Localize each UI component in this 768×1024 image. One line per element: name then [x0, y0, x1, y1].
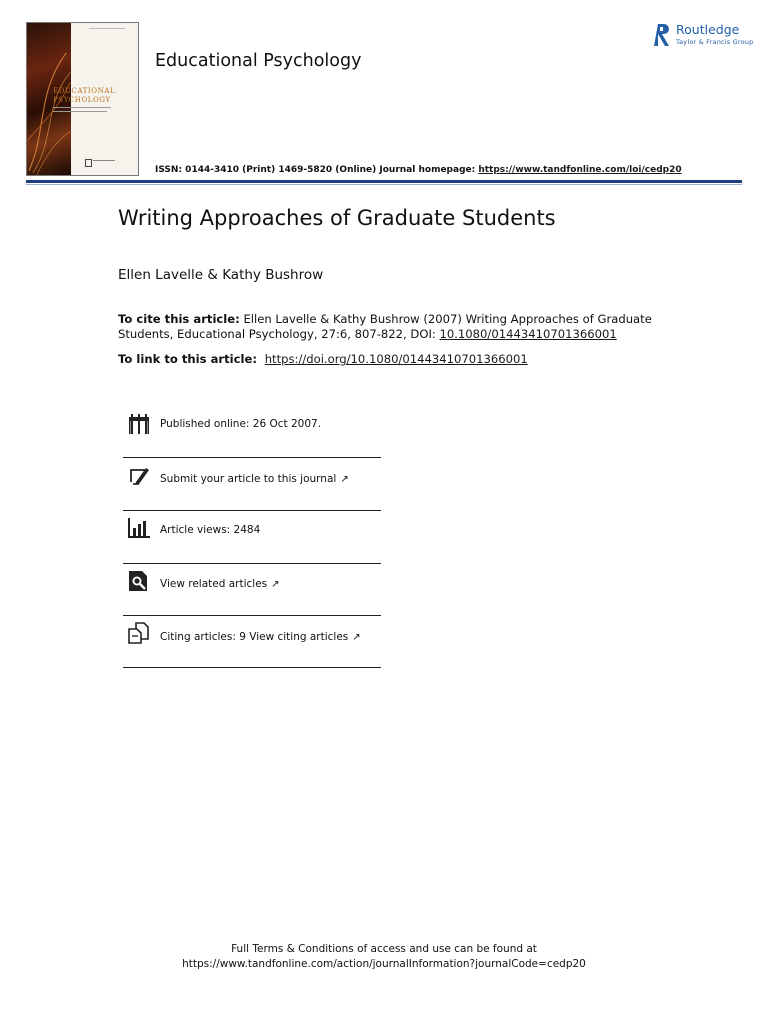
article-doi-link[interactable]: https://doi.org/10.1080/01443410701366001: [264, 352, 528, 366]
cite-label: To cite this article:: [118, 312, 240, 326]
submit-article-link[interactable]: [160, 473, 349, 485]
meta-divider: [123, 563, 381, 564]
cover-publisher-mark: [85, 159, 92, 167]
cover-subtitle-line: [53, 111, 107, 112]
article-title: Writing Approaches of Graduate Students: [118, 206, 556, 230]
article-link-block: [118, 352, 528, 366]
published-row: [123, 410, 381, 462]
publisher-tagline: Taylor & Francis Group: [676, 38, 754, 46]
link-label: To link to this article:: [118, 352, 262, 366]
cover-title-line2: PSYCHOLOGY: [53, 96, 111, 104]
meta-divider: [123, 615, 381, 616]
journal-cover-image: [26, 22, 139, 176]
footer-terms-line: Full Terms & Conditions of access and use can be found at: [231, 943, 537, 955]
publisher-name: Routledge: [676, 22, 740, 37]
external-link-icon: ↗: [340, 474, 349, 485]
issn-label: ISSN:: [155, 165, 183, 175]
cover-publisher-line: [93, 160, 115, 161]
meta-divider: [123, 510, 381, 511]
meta-divider: [123, 457, 381, 458]
journal-title: Educational Psychology: [155, 51, 362, 71]
related-articles-link[interactable]: [160, 578, 280, 590]
related-row[interactable]: [123, 567, 381, 619]
external-link-icon: ↗: [271, 579, 280, 590]
cover-volume-line: [89, 28, 125, 29]
citing-articles-link[interactable]: [160, 631, 361, 643]
article-views: Article views: 2484: [160, 524, 261, 536]
cover-title-line1: EDUCATIONAL: [53, 87, 116, 95]
header-divider-thin: [26, 184, 742, 185]
journal-homepage-link[interactable]: https://www.tandfonline.com/loi/cedp20: [478, 165, 682, 175]
citing-icon: [127, 621, 151, 645]
header-divider: [26, 180, 742, 183]
submit-article-label: Submit your article to this journal: [160, 473, 337, 485]
citing-articles-label: Citing articles: 9 View citing articles: [160, 631, 349, 643]
cover-subtitle-line: [53, 107, 111, 108]
submit-row[interactable]: [123, 462, 381, 514]
footer-terms-url[interactable]: https://www.tandfonline.com/action/journalInformation?journalCode=cedp20: [182, 958, 586, 970]
issn-line: [155, 165, 682, 175]
bar-chart-icon: [127, 516, 151, 540]
external-link-icon: ↗: [352, 632, 361, 643]
citing-row[interactable]: [123, 619, 381, 671]
views-row: [123, 514, 381, 566]
cite-doi-link[interactable]: 10.1080/01443410701366001: [439, 326, 617, 341]
search-document-icon: [127, 569, 151, 593]
published-date: Published online: 26 Oct 2007.: [160, 418, 322, 430]
citation-block: [118, 312, 658, 341]
footer: [0, 942, 768, 972]
article-authors: Ellen Lavelle & Kathy Bushrow: [118, 267, 324, 283]
cite-text: Ellen Lavelle & Kathy Bushrow (2007) Writing Approaches of Graduate Students, Educational Psychology, 27:6, 807-822, DOI:: [118, 312, 652, 341]
related-articles-label: View related articles: [160, 578, 268, 590]
issn-text: 0144-3410 (Print) 1469-5820 (Online) Journal homepage:: [182, 165, 479, 175]
calendar-icon: [127, 412, 151, 436]
meta-divider: [123, 667, 381, 668]
routledge-logo-icon: [654, 22, 672, 48]
edit-icon: [127, 464, 151, 488]
publisher-logo: [652, 22, 754, 50]
